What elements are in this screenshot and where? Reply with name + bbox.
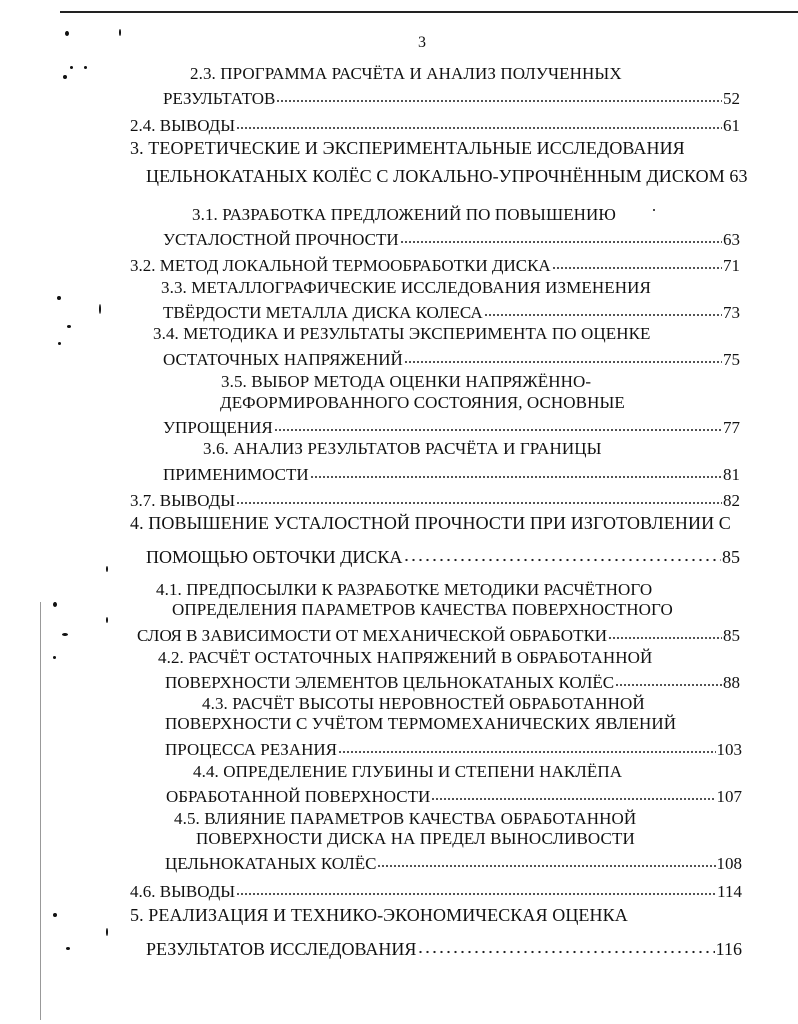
scan-speck: [84, 66, 87, 69]
scan-speck: [57, 296, 61, 300]
dot-leader: [236, 877, 716, 897]
toc-page-number: 103: [716, 740, 742, 759]
toc-entry-last-line: [146, 543, 740, 567]
dot-leader: [274, 413, 722, 433]
toc-entry-last-line: [165, 849, 742, 874]
toc-entry-last-line: [163, 84, 740, 109]
scan-speck: [63, 75, 67, 79]
toc-page-number: 52: [723, 89, 740, 108]
toc-entry-title: СЛОЯ В ЗАВИСИМОСТИ ОТ МЕХАНИЧЕСКОЙ ОБРАБОТКИ: [137, 626, 608, 645]
toc-entry-last-line: [130, 251, 740, 276]
dot-leader: [417, 935, 714, 955]
dot-leader: [377, 849, 715, 869]
toc-entry-last-line: [165, 735, 742, 760]
dot-leader: [552, 251, 722, 271]
toc-page-number: 85: [722, 547, 740, 567]
toc-page-number: 88: [723, 673, 740, 692]
toc-entry-title: УСТАЛОСТНОЙ ПРОЧНОСТИ: [163, 230, 399, 249]
toc-page-number: 63: [729, 166, 748, 186]
scan-speck: [119, 29, 121, 36]
toc-entry-line: 4.5. ВЛИЯНИЕ ПАРАМЕТРОВ КАЧЕСТВА ОБРАБОТАННОЙ: [174, 809, 637, 828]
toc-entry-last-line: [130, 486, 740, 511]
toc-entry-title: ТВЁРДОСТИ МЕТАЛЛА ДИСКА КОЛЕСА: [163, 303, 483, 322]
scan-speck: [67, 325, 71, 328]
toc-entry-last-line: [163, 460, 740, 485]
toc-entry-title: ОСТАТОЧНЫХ НАПРЯЖЕНИЙ: [163, 350, 403, 369]
toc-entry-title: 3.2. МЕТОД ЛОКАЛЬНОЙ ТЕРМООБРАБОТКИ ДИСКА: [130, 256, 551, 275]
toc-entry-last-line: [163, 298, 740, 323]
dot-leader: [310, 460, 722, 480]
toc-entry-last-line: [163, 225, 740, 250]
top-rule: [60, 11, 798, 13]
scan-speck: [62, 633, 68, 636]
toc-entry-line: 3.4. МЕТОДИКА И РЕЗУЛЬТАТЫ ЭКСПЕРИМЕНТА ПО ОЦЕНКЕ: [153, 324, 651, 343]
toc-page-number: 73: [723, 303, 740, 322]
toc-page-number: 114: [717, 882, 742, 901]
scan-speck: [106, 617, 108, 623]
toc-entry-line: 3.5. ВЫБОР МЕТОДА ОЦЕНКИ НАПРЯЖЁННО-: [221, 372, 592, 391]
dot-leader: [400, 225, 722, 245]
toc-entry-title: ЦЕЛЬНОКАТАНЫХ КОЛЁС С ЛОКАЛЬНО-УПРОЧНЁННЫМ ДИСКОМ: [146, 166, 725, 186]
toc-entry-line: 3.1. РАЗРАБОТКА ПРЕДЛОЖЕНИЙ ПО ПОВЫШЕНИЮ: [192, 205, 617, 224]
toc-entry-last-line: [146, 935, 742, 959]
toc-entry-line: 2.3. ПРОГРАММА РАСЧЁТА И АНАЛИЗ ПОЛУЧЕННЫХ: [190, 64, 622, 83]
toc-page-number: 107: [716, 787, 742, 806]
toc-entry-last-line: [165, 668, 740, 693]
toc-entry-title: 4.6. ВЫВОДЫ: [130, 882, 236, 901]
toc-entry-line: 3.6. АНАЛИЗ РЕЗУЛЬТАТОВ РАСЧЁТА И ГРАНИЦЫ: [203, 439, 602, 458]
scan-speck: [53, 602, 57, 607]
toc-entry-title: ПРОЦЕССА РЕЗАНИЯ: [165, 740, 337, 759]
toc-entry-last-line: [163, 413, 740, 438]
toc-entry-line: 3.3. МЕТАЛЛОГРАФИЧЕСКИЕ ИССЛЕДОВАНИЯ ИЗМЕНЕНИЯ: [161, 278, 651, 297]
toc-entry-line: ДЕФОРМИРОВАННОГО СОСТОЯНИЯ, ОСНОВНЫЕ: [220, 393, 625, 412]
toc-page-number: 71: [723, 256, 740, 275]
left-margin-line: [40, 602, 41, 1020]
toc-entry-title: УПРОЩЕНИЯ: [163, 418, 273, 437]
toc-entry-last-line: [146, 166, 748, 186]
scan-speck: [58, 342, 61, 345]
toc-entry-last-line: [137, 621, 740, 646]
scan-speck: [99, 304, 101, 314]
page-number: 3: [418, 34, 426, 51]
dot-leader: [484, 298, 722, 318]
toc-entry-title: ПОМОЩЬЮ ОБТОЧКИ ДИСКА: [146, 547, 403, 567]
toc-entry-title: ЦЕЛЬНОКАТАНЫХ КОЛЁС: [165, 854, 377, 873]
toc-entry-line: 3. ТЕОРЕТИЧЕСКИЕ И ЭКСПЕРИМЕНТАЛЬНЫЕ ИССЛЕДОВАНИЯ: [130, 138, 685, 158]
toc-entry-title: ОБРАБОТАННОЙ ПОВЕРХНОСТИ: [166, 787, 431, 806]
toc-page-number: 61: [723, 116, 740, 135]
toc-entry-last-line: [166, 782, 742, 807]
toc-entry-last-line: [130, 877, 742, 902]
toc-entry-line: ПОВЕРХНОСТИ ДИСКА НА ПРЕДЕЛ ВЫНОСЛИВОСТИ: [196, 829, 635, 848]
toc-page-number: 81: [723, 465, 740, 484]
toc-entry-last-line: [163, 345, 740, 370]
scan-speck: [53, 913, 57, 917]
scan-speck: [65, 31, 69, 36]
dot-leader: [236, 486, 722, 506]
toc-page-number: 77: [723, 418, 740, 437]
toc-entry-title: 3.7. ВЫВОДЫ: [130, 491, 236, 510]
toc-entry-line: 5. РЕАЛИЗАЦИЯ И ТЕХНИКО-ЭКОНОМИЧЕСКАЯ ОЦЕНКА: [130, 905, 628, 925]
toc-entry-line: 4.3. РАСЧЁТ ВЫСОТЫ НЕРОВНОСТЕЙ ОБРАБОТАННОЙ: [202, 694, 645, 713]
toc-entry-title: ПОВЕРХНОСТИ ЭЛЕМЕНТОВ ЦЕЛЬНОКАТАНЫХ КОЛЁС: [165, 673, 615, 692]
toc-page-number: 75: [723, 350, 740, 369]
toc-entry-line: 4.2. РАСЧЁТ ОСТАТОЧНЫХ НАПРЯЖЕНИЙ В ОБРАБОТАННОЙ: [158, 648, 653, 667]
dot-leader: [276, 84, 722, 104]
toc-entry-line: ОПРЕДЕЛЕНИЯ ПАРАМЕТРОВ КАЧЕСТВА ПОВЕРХНОСТНОГО: [172, 600, 673, 619]
toc-entry-line: 4.4. ОПРЕДЕЛЕНИЕ ГЛУБИНЫ И СТЕПЕНИ НАКЛЁПА: [193, 762, 623, 781]
toc-entry-last-line: [130, 111, 740, 136]
dot-leader: [404, 345, 722, 365]
toc-entry-line: 4. ПОВЫШЕНИЕ УСТАЛОСТНОЙ ПРОЧНОСТИ ПРИ ИЗГОТОВЛЕНИИ С: [130, 513, 731, 533]
dot-leader: [608, 621, 722, 641]
scan-speck: [70, 66, 73, 69]
dot-leader: [236, 111, 722, 131]
toc-page-number: 85: [723, 626, 740, 645]
dot-leader: [403, 543, 721, 563]
scan-speck: [106, 566, 108, 572]
scan-speck: [653, 209, 655, 211]
scan-speck: [106, 928, 108, 936]
toc-entry-title: 2.4. ВЫВОДЫ: [130, 116, 236, 135]
toc-page-number: 82: [723, 491, 740, 510]
dot-leader: [431, 782, 715, 802]
toc-entry-title: РЕЗУЛЬТАТОВ: [163, 89, 276, 108]
dot-leader: [615, 668, 722, 688]
toc-entry-line: 4.1. ПРЕДПОСЫЛКИ К РАЗРАБОТКЕ МЕТОДИКИ РАСЧЁТНОГО: [156, 580, 653, 599]
toc-page-number: 108: [716, 854, 742, 873]
toc-page-number: 116: [715, 939, 742, 959]
toc-entry-title: ПРИМЕНИМОСТИ: [163, 465, 309, 484]
toc-entry-line: ПОВЕРХНОСТИ С УЧЁТОМ ТЕРМОМЕХАНИЧЕСКИХ ЯВЛЕНИЙ: [165, 714, 677, 733]
scan-speck: [66, 947, 70, 950]
dot-leader: [338, 735, 716, 755]
toc-entry-title: РЕЗУЛЬТАТОВ ИССЛЕДОВАНИЯ: [146, 939, 417, 959]
toc-page-number: 63: [723, 230, 740, 249]
scan-speck: [53, 656, 56, 659]
